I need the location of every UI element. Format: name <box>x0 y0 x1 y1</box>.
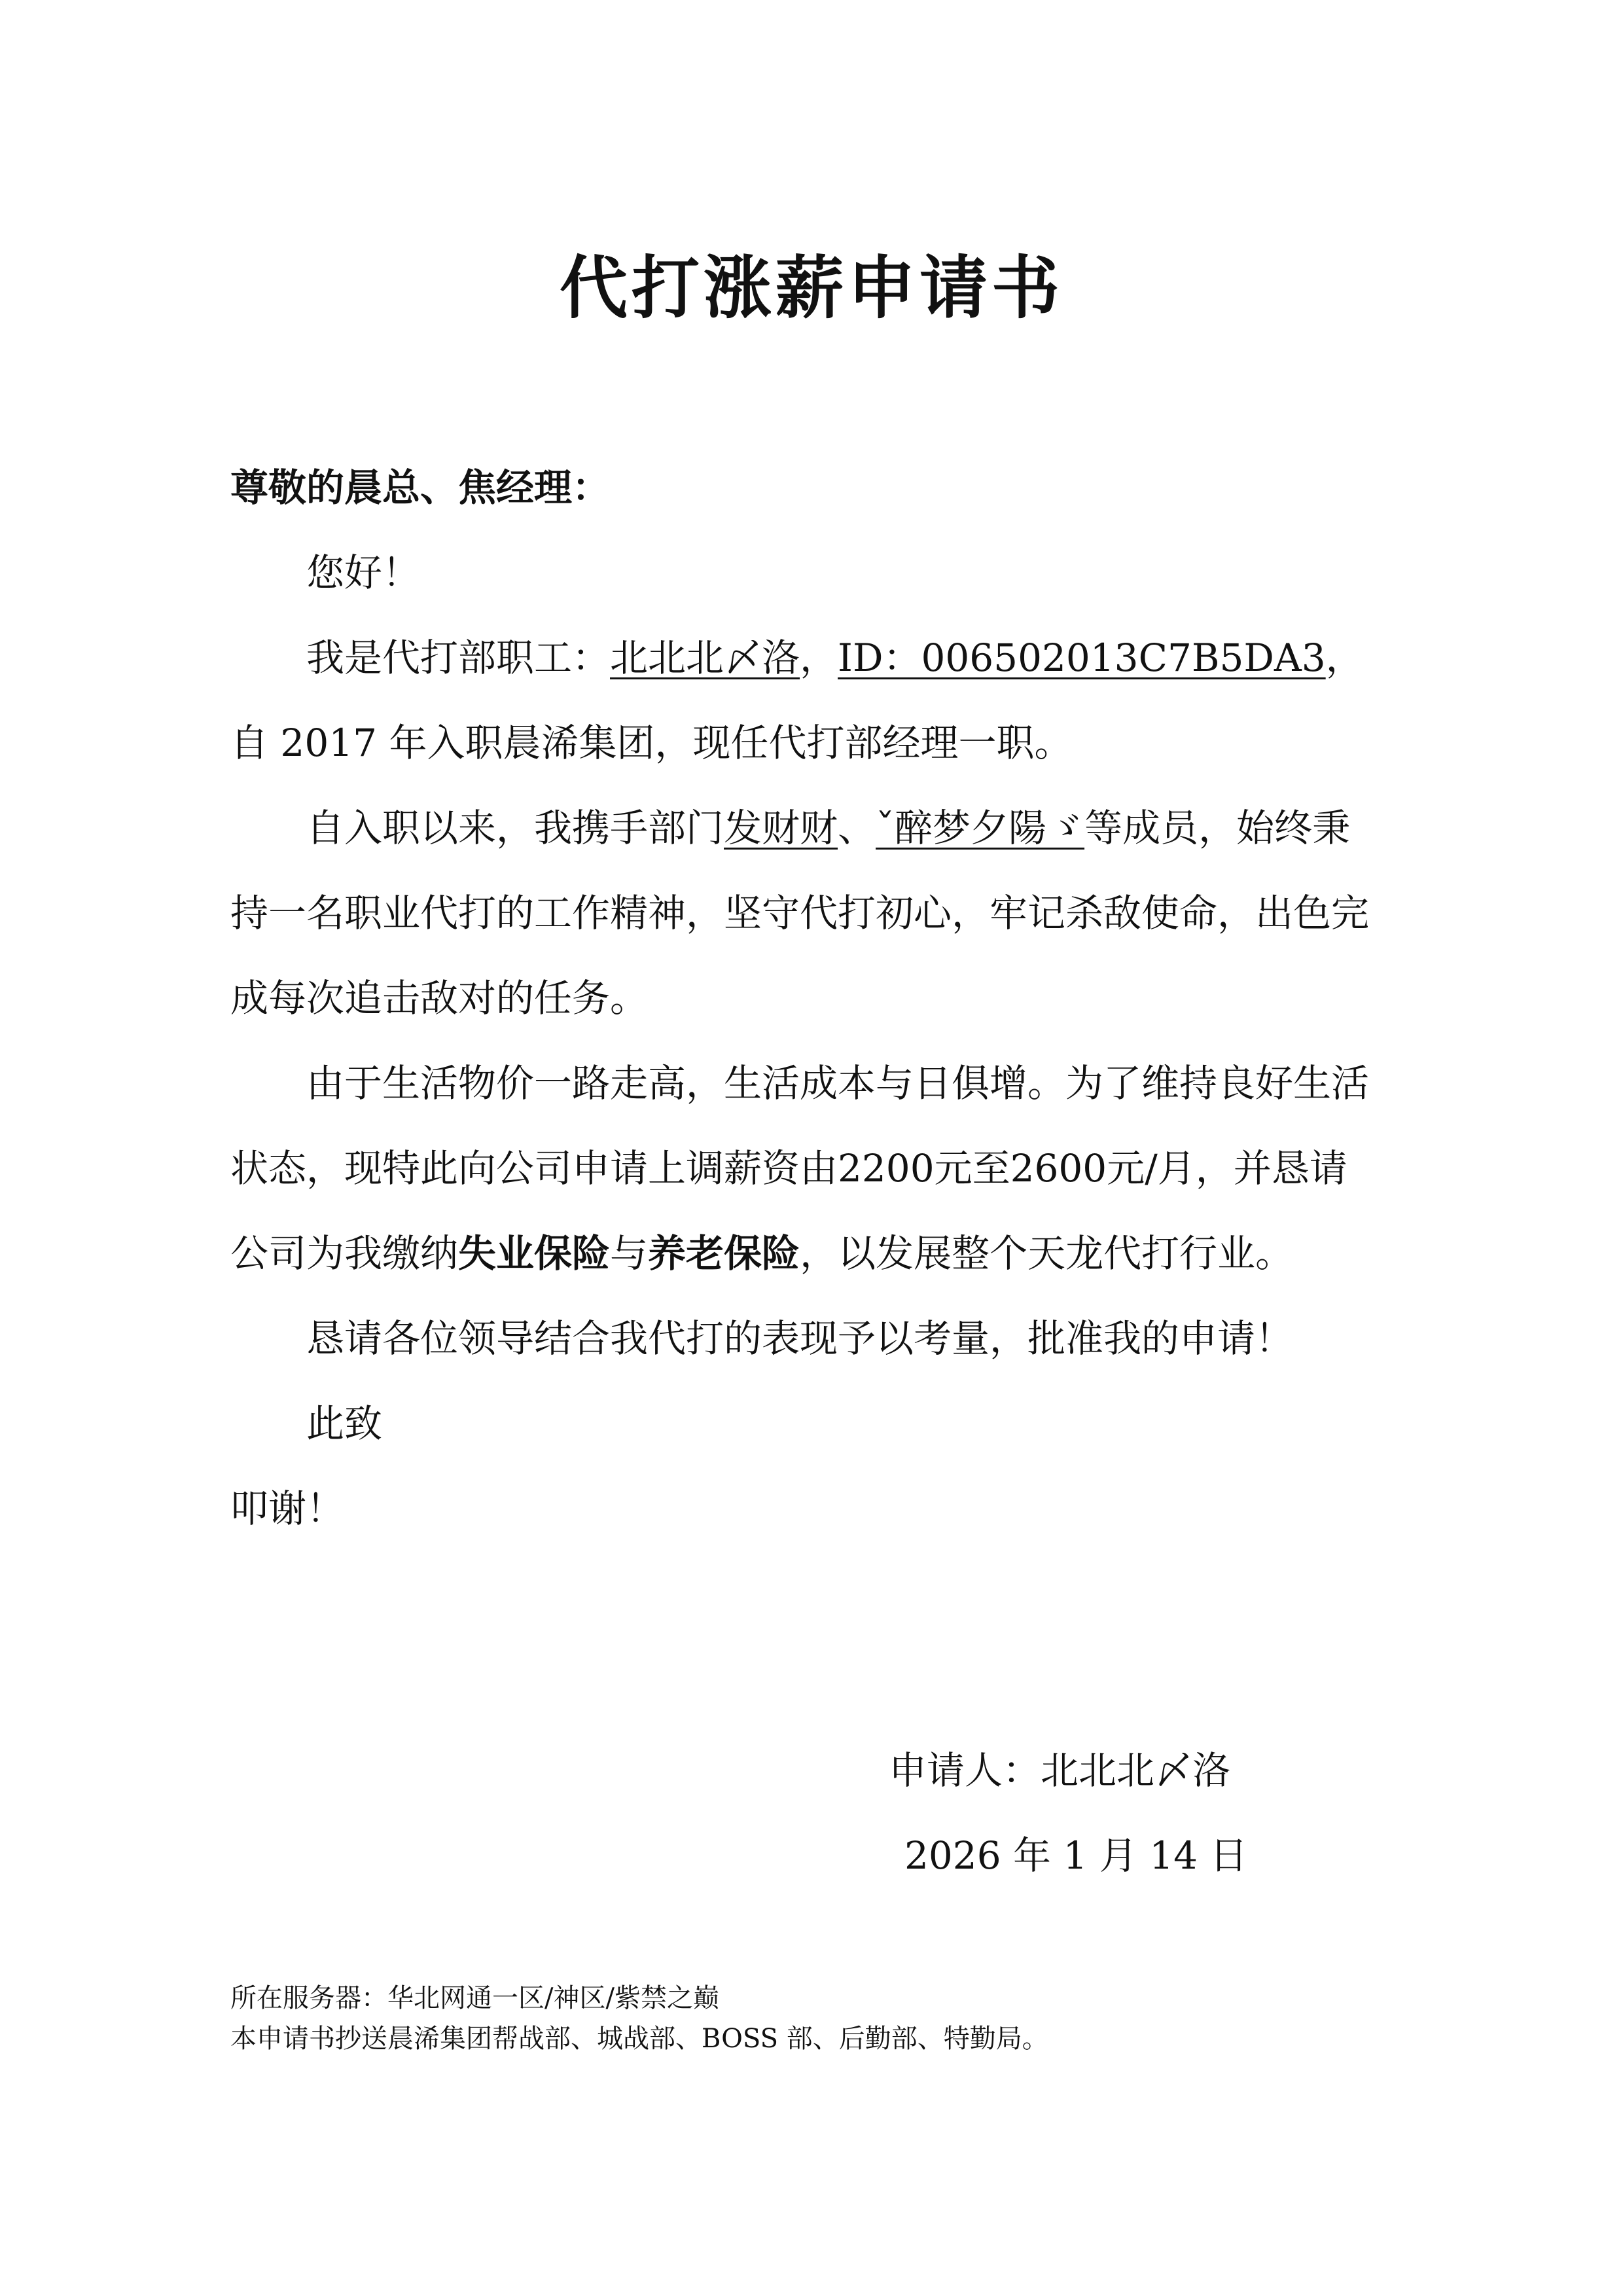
document-title: 代打涨薪申请书 <box>559 247 1063 328</box>
intro-paragraph <box>230 615 1379 785</box>
greeting: 您好！ <box>306 550 421 595</box>
unemployment-insurance: 失业保险 <box>458 1231 611 1276</box>
intro-rest: ，自 2017 年入职晨浠集团，现任代打部经理一职。 <box>230 636 1364 765</box>
pension-insurance: 养老保险 <box>648 1231 800 1276</box>
employee-id: ID：006502013C7B5DA3 <box>838 636 1326 680</box>
letter-body <box>230 530 1379 1551</box>
team-member-1: 发财财 <box>724 806 838 850</box>
request-part-1: 由于生活物价一路走高，生活成本与日俱增。为了维持良好生活状态，现特此向公司申请上调薪资由2200元至2600元/月，并恳请公司为我缴纳 <box>230 1061 1370 1276</box>
intro-prefix: 我是代打部职工： <box>306 636 611 680</box>
employee-name: 北北北〆洛 <box>610 636 800 680</box>
salutation: 尊敬的晨总、焦经理： <box>230 465 611 510</box>
footer-cc: 本申请书抄送晨浠集团帮战部、城战部、BOSS 部、后勤部、特勤局。 <box>230 2024 1048 2054</box>
intro-separator: ， <box>800 636 838 680</box>
team-member-2: ˇ醉梦夕陽ゞ <box>876 806 1085 850</box>
closing-line-1: 此致 <box>306 1401 383 1446</box>
team-prefix: 自入职以来，我携手部门 <box>306 806 724 850</box>
request-part-3: ，以发展整个天龙代打行业。 <box>800 1231 1294 1276</box>
team-paragraph <box>230 785 1379 1041</box>
plea-paragraph: 恳请各位领导结合我代打的表现予以考量，批准我的申请！ <box>306 1316 1294 1361</box>
team-rest: 等成员，始终秉持一名职业代打的工作精神，坚守代打初心，牢记杀敌使命，出色完成每次追击敌对的任务。 <box>230 806 1370 1020</box>
closing-line-2: 叩谢！ <box>230 1486 345 1531</box>
application-date: 2026 年 1 月 14 日 <box>904 1833 1248 1878</box>
request-part-2: 与 <box>610 1231 649 1276</box>
team-separator: 、 <box>838 806 876 850</box>
request-paragraph <box>230 1041 1379 1296</box>
footer-server: 所在服务器：华北网通一区/神区/紫禁之巅 <box>230 1983 719 2013</box>
applicant-signature: 申请人：北北北〆洛 <box>889 1748 1231 1793</box>
